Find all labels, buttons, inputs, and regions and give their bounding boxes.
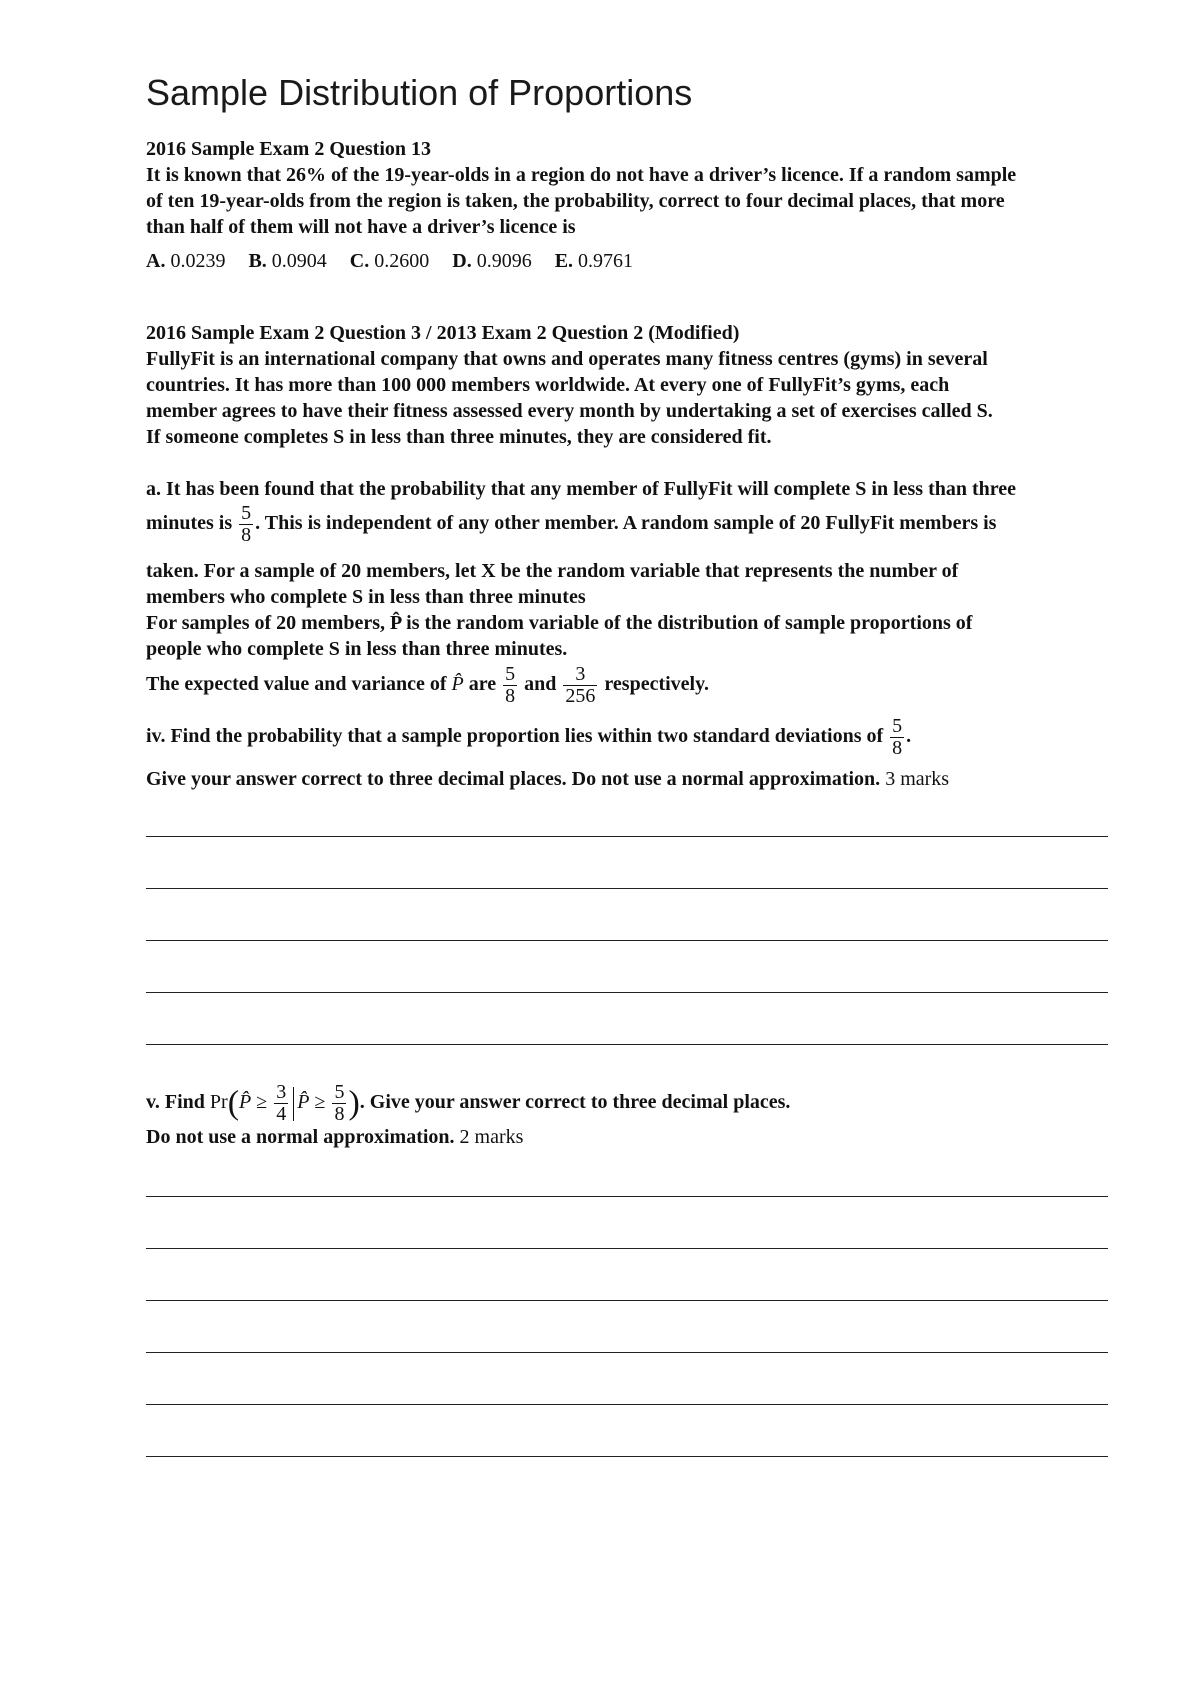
answer-line[interactable] — [146, 1248, 1108, 1249]
part-v-instructions: Do not use a normal approximation. 2 marks — [146, 1126, 524, 1148]
answer-line[interactable] — [146, 836, 1108, 837]
option-c: C. 0.2600 — [349, 250, 430, 272]
q2-intro-4: If someone completes S in less than three minutes, they are considered fit. — [146, 426, 772, 448]
part-iv-marks: 3 marks — [885, 768, 950, 790]
q2-heading: 2016 Sample Exam 2 Question 3 / 2013 Exam 2 Question 2 (Modified) — [146, 322, 740, 344]
p-hat-symbol: P̂ — [451, 673, 464, 696]
part-iv-instructions: Give your answer correct to three decimal places. Do not use a normal approximation. 3 marks — [146, 768, 950, 790]
expected-value-line: The expected value and variance of P̂ are $\frac{5}{8}$ and $\frac{3}{256}$ respectively. — [146, 663, 710, 707]
q2-intro-2: countries. It has more than 100 000 members worldwide. At every one of FullyFit’s gyms, each — [146, 374, 950, 396]
answer-line[interactable] — [146, 940, 1108, 941]
fraction-3-256: $\frac{3}{256}$ — [565, 663, 596, 707]
part-v-marks: 2 marks — [459, 1126, 524, 1148]
part-a-line-6: people who complete S in less than three minutes. — [146, 638, 568, 660]
option-d: D. 0.9096 — [452, 250, 532, 272]
q1-heading: 2016 Sample Exam 2 Question 13 — [146, 138, 432, 160]
close-paren: ) — [348, 1084, 360, 1122]
q2-intro-3: member agrees to have their fitness assessed every month by undertaking a set of exercises called S. — [146, 400, 993, 422]
answer-line[interactable] — [146, 1404, 1108, 1405]
part-a-line-5: For samples of 20 members, P̂ is the random variable of the distribution of sample proportions of — [146, 612, 973, 634]
answer-line[interactable] — [146, 992, 1108, 993]
fraction-3-4: $\frac{3}{4}$ — [276, 1081, 287, 1125]
q2-intro-1: FullyFit is an international company that owns and operates many fitness centres (gyms) in several — [146, 348, 988, 370]
part-a-line-4: members who complete S in less than three minutes — [146, 586, 586, 608]
q1-line-2: of ten 19-year-olds from the region is taken, the probability, correct to four decimal places, that more — [146, 190, 1005, 212]
fraction-5-8: $\frac{5}{8}$ — [892, 715, 903, 759]
fraction-5-8: $\frac{5}{8}$ — [334, 1081, 345, 1125]
part-a-line-3: taken. For a sample of 20 members, let X be the random variable that represents the number of — [146, 560, 959, 582]
part-a-line-2-start: minutes is — [146, 512, 233, 535]
given-bar — [293, 1087, 294, 1121]
answer-line[interactable] — [146, 1044, 1108, 1045]
option-a: A. 0.0239 — [146, 250, 226, 272]
fraction-5-8: $\frac{5}{8}$ — [241, 502, 252, 546]
pr-symbol: Pr — [209, 1091, 228, 1114]
option-b: B. 0.0904 — [248, 250, 327, 272]
open-paren: ( — [227, 1084, 240, 1122]
q1-options — [146, 248, 651, 274]
part-a-line-1: a. It has been found that the probability that any member of FullyFit will complete S in less than three — [146, 478, 1017, 500]
q1-line-1: It is known that 26% of the 19-year-olds in a region do not have a driver’s licence. If a random sample — [146, 164, 1017, 186]
fraction-5-8: $\frac{5}{8}$ — [505, 663, 516, 707]
part-v-question: v. Find Pr(P̂ ≥ $\frac{3}{4}$ P̂ ≥ $\frac{5}{8}$ ). Give your answer correct to three decimal places. — [146, 1081, 791, 1125]
answer-line[interactable] — [146, 1300, 1108, 1301]
option-e: E. 0.9761 — [554, 250, 634, 272]
part-a-line-2-end: . This is independent of any other member. A random sample of 20 FullyFit members is — [255, 512, 997, 535]
answer-line[interactable] — [146, 888, 1108, 889]
page-title: Sample Distribution of Proportions — [146, 72, 693, 113]
q1-line-3: than half of them will not have a driver’s licence is — [146, 216, 576, 238]
part-iv-question: iv. Find the probability that a sample proportion lies within two standard deviations of $\frac{5}{8}$ . — [146, 715, 912, 759]
part-a-line-2 — [146, 503, 996, 546]
answer-line[interactable] — [146, 1456, 1108, 1457]
answer-line[interactable] — [146, 1352, 1108, 1353]
answer-line[interactable] — [146, 1196, 1108, 1197]
